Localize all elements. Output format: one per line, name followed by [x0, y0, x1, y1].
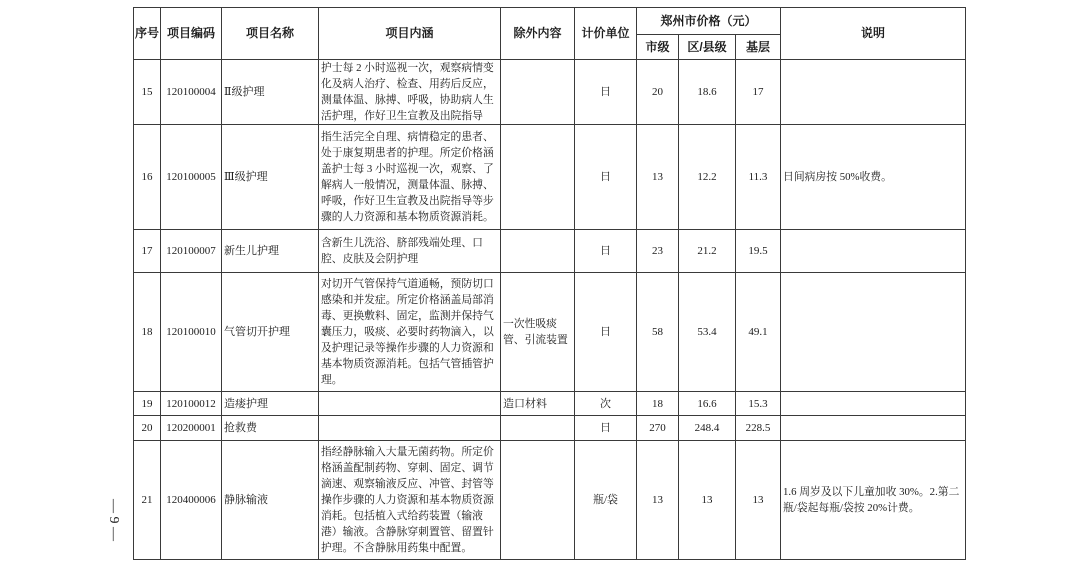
table-row — [134, 441, 966, 560]
cell-unit: 次 — [575, 392, 637, 416]
header-code: 项目编码 — [161, 8, 222, 60]
cell-code: 120200001 — [161, 416, 222, 441]
header-price-city: 市级 — [637, 35, 679, 60]
cell-price-county: 248.4 — [679, 416, 736, 441]
cell-seq: 19 — [134, 392, 161, 416]
cell-excluded: 一次性吸痰管、引流装置 — [501, 273, 575, 392]
cell-seq: 17 — [134, 230, 161, 273]
cell-price-county: 18.6 — [679, 60, 736, 125]
cell-unit: 日 — [575, 273, 637, 392]
cell-name: 静脉输液 — [222, 441, 319, 560]
header-row — [134, 8, 966, 35]
table-row — [134, 230, 966, 273]
table-row — [134, 416, 966, 441]
cell-content — [319, 416, 501, 441]
header-price-group: 郑州市价格（元） — [637, 8, 781, 35]
cell-price-city: 13 — [637, 441, 679, 560]
header-excluded: 除外内容 — [501, 8, 575, 60]
price-table — [133, 7, 966, 560]
cell-price-basic: 13 — [736, 441, 781, 560]
cell-note — [781, 60, 966, 125]
cell-excluded: 造口材料 — [501, 392, 575, 416]
cell-note — [781, 273, 966, 392]
cell-code: 120100012 — [161, 392, 222, 416]
cell-name: 造瘘护理 — [222, 392, 319, 416]
cell-name: Ⅱ级护理 — [222, 60, 319, 125]
cell-price-county: 21.2 — [679, 230, 736, 273]
cell-code: 120100010 — [161, 273, 222, 392]
page-number: — 9 — — [106, 499, 121, 541]
cell-note — [781, 230, 966, 273]
cell-code: 120400006 — [161, 441, 222, 560]
table-row — [134, 392, 966, 416]
cell-note: 1.6 周岁及以下儿童加收 30%。2.第二瓶/袋起每瓶/袋按 20%计费。 — [781, 441, 966, 560]
cell-name: Ⅲ级护理 — [222, 125, 319, 230]
table-header — [134, 8, 966, 60]
cell-note — [781, 416, 966, 441]
cell-seq: 15 — [134, 60, 161, 125]
table-row — [134, 125, 966, 230]
cell-price-basic: 228.5 — [736, 416, 781, 441]
cell-seq: 21 — [134, 441, 161, 560]
cell-excluded — [501, 230, 575, 273]
header-content: 项目内涵 — [319, 8, 501, 60]
cell-price-city: 13 — [637, 125, 679, 230]
cell-content: 含新生儿洗浴、脐部残端处理、口腔、皮肤及会阴护理 — [319, 230, 501, 273]
cell-excluded — [501, 416, 575, 441]
cell-unit: 日 — [575, 60, 637, 125]
cell-note: 日间病房按 50%收费。 — [781, 125, 966, 230]
header-name: 项目名称 — [222, 8, 319, 60]
cell-unit: 日 — [575, 125, 637, 230]
header-seq: 序号 — [134, 8, 161, 60]
cell-excluded — [501, 125, 575, 230]
cell-price-basic: 49.1 — [736, 273, 781, 392]
table-row — [134, 273, 966, 392]
cell-price-city: 58 — [637, 273, 679, 392]
cell-price-county: 53.4 — [679, 273, 736, 392]
cell-note — [781, 392, 966, 416]
cell-code: 120100005 — [161, 125, 222, 230]
cell-price-city: 23 — [637, 230, 679, 273]
cell-price-basic: 15.3 — [736, 392, 781, 416]
header-price-basic: 基层 — [736, 35, 781, 60]
cell-content — [319, 392, 501, 416]
cell-price-city: 20 — [637, 60, 679, 125]
cell-content: 指生活完全自理、病情稳定的患者、处于康复期患者的护理。所定价格涵盖护士每 3 小时巡视一次，观察、了解病人一般情况，测量体温、脉搏、呼吸，作好卫生宣教及出院指导等步骤的人力资源和基本物质资源消耗。 — [319, 125, 501, 230]
header-price-county: 区/县级 — [679, 35, 736, 60]
cell-name: 新生儿护理 — [222, 230, 319, 273]
cell-content: 指经静脉输入大量无菌药物。所定价格涵盖配制药物、穿刺、固定、调节滴速、观察输液反应、冲管、封管等操作步骤的人力资源和基本物质资源消耗。包括植入式给药装置（输液港）输液。含静脉穿刺置管、留置针护理。不含静脉用药集中配置。 — [319, 441, 501, 560]
cell-price-basic: 17 — [736, 60, 781, 125]
cell-seq: 20 — [134, 416, 161, 441]
cell-price-basic: 19.5 — [736, 230, 781, 273]
cell-seq: 16 — [134, 125, 161, 230]
header-note: 说明 — [781, 8, 966, 60]
cell-name: 抢救费 — [222, 416, 319, 441]
table-row — [134, 60, 966, 125]
table-body — [134, 60, 966, 560]
cell-seq: 18 — [134, 273, 161, 392]
cell-price-basic: 11.3 — [736, 125, 781, 230]
cell-unit: 日 — [575, 416, 637, 441]
cell-content: 护士每 2 小时巡视一次，观察病情变化及病人治疗、检查、用药后反应，测量体温、脉搏、呼吸，协助病人生活护理，作好卫生宣教及出院指导 — [319, 60, 501, 125]
cell-name: 气管切开护理 — [222, 273, 319, 392]
cell-price-city: 270 — [637, 416, 679, 441]
header-unit: 计价单位 — [575, 8, 637, 60]
cell-content: 对切开气管保持气道通畅，预防切口感染和并发症。所定价格涵盖局部消毒、更换敷料、固定，监测并保持气囊压力，吸痰、必要时药物滴入，以及护理记录等操作步骤的人力资源和基本物质资源消耗。包括气管插管护理。 — [319, 273, 501, 392]
cell-price-county: 12.2 — [679, 125, 736, 230]
cell-price-city: 18 — [637, 392, 679, 416]
cell-code: 120100004 — [161, 60, 222, 125]
cell-price-county: 13 — [679, 441, 736, 560]
cell-excluded — [501, 441, 575, 560]
cell-price-county: 16.6 — [679, 392, 736, 416]
cell-unit: 日 — [575, 230, 637, 273]
cell-unit: 瓶/袋 — [575, 441, 637, 560]
cell-excluded — [501, 60, 575, 125]
cell-code: 120100007 — [161, 230, 222, 273]
